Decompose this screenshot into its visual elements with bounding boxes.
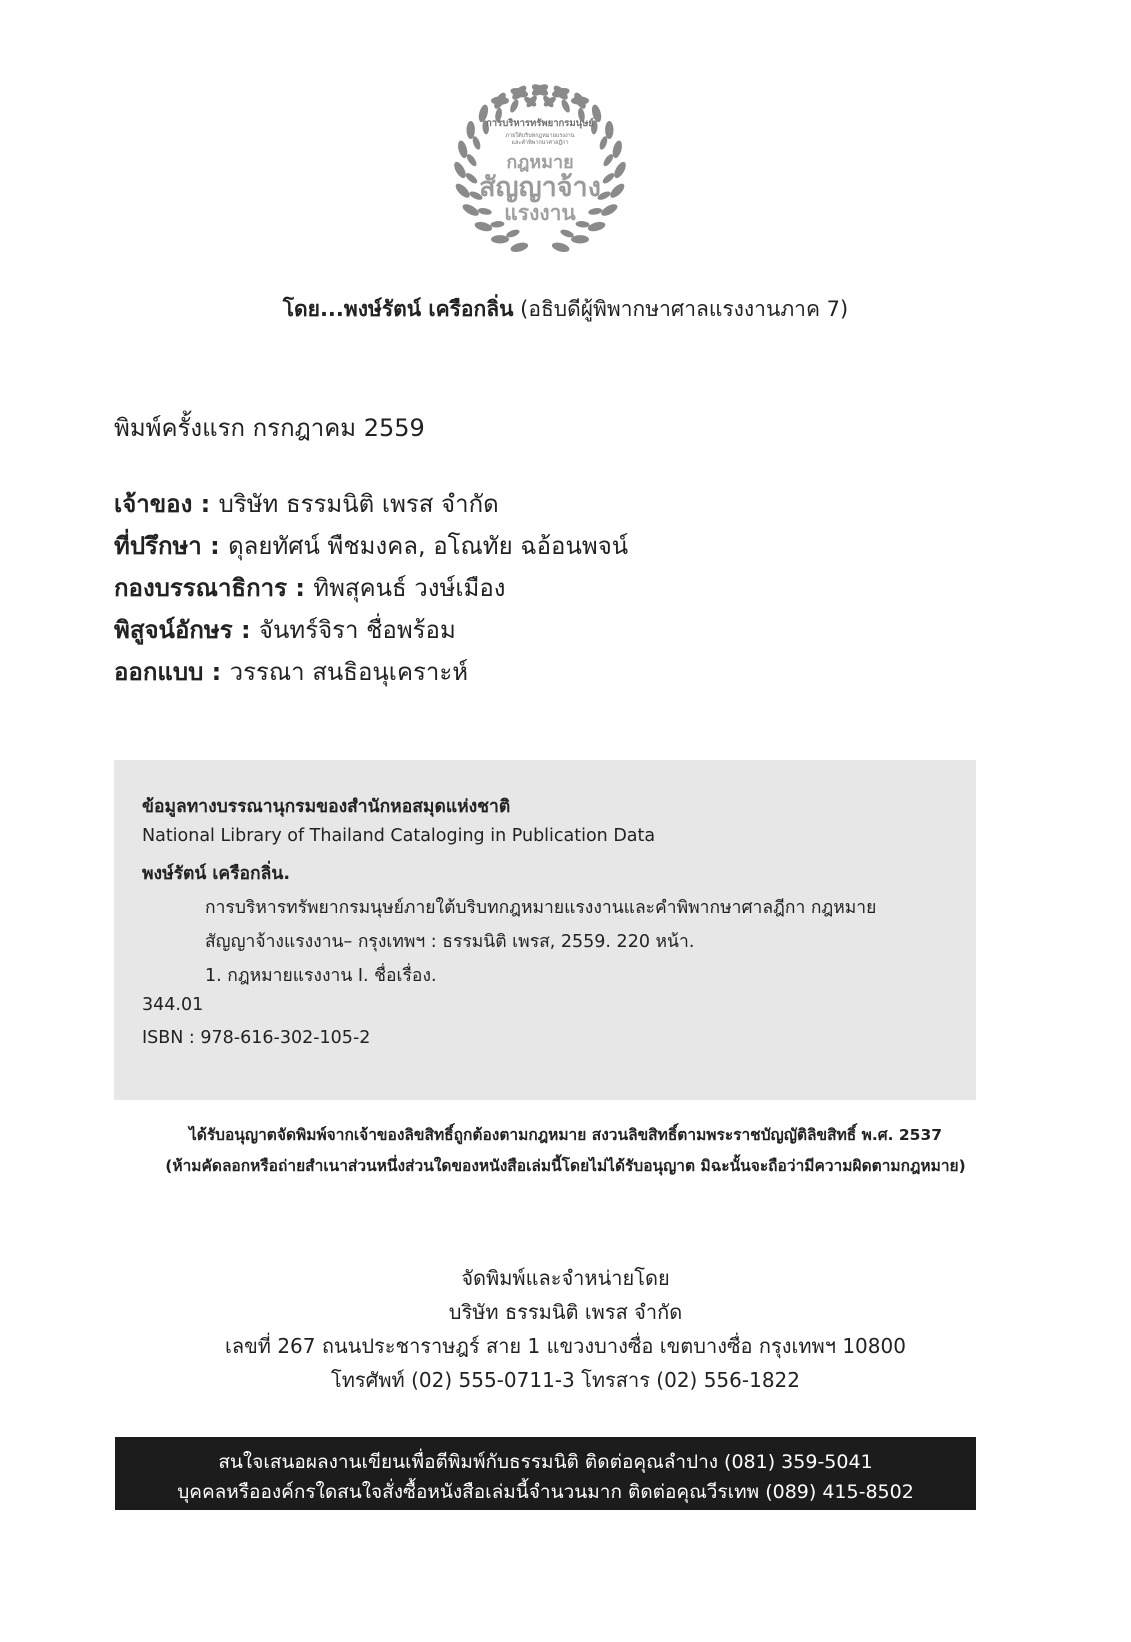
logo-line4: กฎหมาย xyxy=(506,152,574,172)
copyright-notice-1: ได้รับอนุญาตจัดพิมพ์จากเจ้าของลิขสิทธิ์ถูกต้องตามกฎหมาย สงวนลิขสิทธิ์ตามพระราชบัญญัติลิขสิทธิ์ พ.ศ. 2537 xyxy=(188,1126,943,1144)
author-name: โดย...พงษ์รัตน์ เครือกลิ่น xyxy=(282,297,514,321)
publisher-line-1: จัดพิมพ์และจำหน่ายโดย xyxy=(461,1266,670,1290)
publisher-phone: โทรศัพท์ (02) 555-0711-3 โทรสาร (02) 556-1822 xyxy=(331,1368,800,1392)
credit-value: ทิพสุคนธ์ วงษ์เมือง xyxy=(313,574,506,602)
publisher-address: เลขที่ 267 ถนนประชาราษฎร์ สาย 1 แขวงบางซื่อ เขตบางซื่อ กรุงเทพฯ 10800 xyxy=(225,1334,906,1358)
logo-line3: และคำพิพากษาศาลฎีกา xyxy=(511,140,569,146)
logo-line5: สัญญาจ้าง xyxy=(479,172,601,202)
credit-value: ดุลยทัศน์ พืชมงคล, อโณทัย ฉอ้อนพจน์ xyxy=(228,532,629,560)
publisher-name: บริษัท ธรรมนิติ เพรส จำกัด xyxy=(448,1300,683,1324)
credit-proofreader: พิสูจน์อักษร : จันทร์จิรา ชื่อพร้อม xyxy=(114,616,456,644)
laurel-wreath-icon xyxy=(434,78,646,254)
cip-heading-th: ข้อมูลทางบรรณานุกรมของสำนักหอสมุดแห่งชาติ xyxy=(142,797,511,817)
copyright-notice-2: (ห้ามคัดลอกหรือถ่ายสำเนาส่วนหนึ่งส่วนใดของหนังสือเล่มนี้โดยไม่ได้รับอนุญาต มิฉะนั้นจะถือว่ามีความผิดตามกฎหมาย) xyxy=(165,1157,966,1175)
cip-desc-2: สัญญาจ้างแรงงาน– กรุงเทพฯ : ธรรมนิติ เพรส, 2559. 220 หน้า. xyxy=(205,932,695,952)
logo-line6: แรงงาน xyxy=(504,202,576,225)
credit-label: ที่ปรึกษา xyxy=(114,532,202,560)
cip-classno: 344.01 xyxy=(142,995,204,1015)
cip-desc-1: การบริหารทรัพยากรมนุษย์ภายใต้บริบทกฎหมายแรงงานและคำพิพากษาศาลฎีกา กฎหมาย xyxy=(205,898,877,918)
cip-subject: 1. กฎหมายแรงงาน I. ชื่อเรื่อง. xyxy=(205,966,437,986)
logo-line2: ภายใต้บริบทกฎหมายแรงงาน xyxy=(505,133,575,139)
cip-heading-en: National Library of Thailand Cataloging in Publication Data xyxy=(142,826,656,846)
credit-label: กองบรรณาธิการ xyxy=(114,574,287,602)
book-logo xyxy=(434,78,646,254)
credit-label: ออกแบบ xyxy=(114,658,204,686)
contact-bar xyxy=(115,1437,976,1510)
edition-line: พิมพ์ครั้งแรก กรกฎาคม 2559 xyxy=(114,414,425,442)
author-line xyxy=(0,293,1131,326)
contact-line-1: สนใจเสนอผลงานเขียนเพื่อตีพิมพ์กับธรรมนิติ ติดต่อคุณลำปาง (081) 359-5041 xyxy=(218,1451,873,1473)
credit-editorial: กองบรรณาธิการ : ทิพสุคนธ์ วงษ์เมือง xyxy=(114,574,506,602)
credit-value: บริษัท ธรรมนิติ เพรส จำกัด xyxy=(218,490,499,518)
credit-value: วรรณา สนธิอนุเคราะห์ xyxy=(229,658,469,686)
credit-label: พิสูจน์อักษร xyxy=(114,616,233,644)
credit-designer: ออกแบบ : วรรณา สนธิอนุเคราะห์ xyxy=(114,658,469,686)
credit-label: เจ้าของ xyxy=(114,490,193,518)
credit-value: จันทร์จิรา ชื่อพร้อม xyxy=(258,616,456,644)
cip-author: พงษ์รัตน์ เครือกลิ่น. xyxy=(142,864,290,884)
contact-line-2: บุคคลหรือองค์กรใดสนใจสั่งซื้อหนังสือเล่มนี้จำนวนมาก ติดต่อคุณวีรเทพ (089) 415-8502 xyxy=(177,1481,914,1503)
logo-line1: การบริหารทรัพยากรมนุษย์ xyxy=(486,118,594,129)
credit-advisor: ที่ปรึกษา : ดุลยทัศน์ พืชมงคล, อโณทัย ฉอ้อนพจน์ xyxy=(114,532,629,560)
cip-data-box xyxy=(114,760,976,1100)
author-title: (อธิบดีผู้พิพากษาศาลแรงงานภาค 7) xyxy=(513,297,849,321)
credit-owner: เจ้าของ : บริษัท ธรรมนิติ เพรส จำกัด xyxy=(114,490,499,518)
cip-isbn: ISBN : 978-616-302-105-2 xyxy=(142,1028,371,1048)
